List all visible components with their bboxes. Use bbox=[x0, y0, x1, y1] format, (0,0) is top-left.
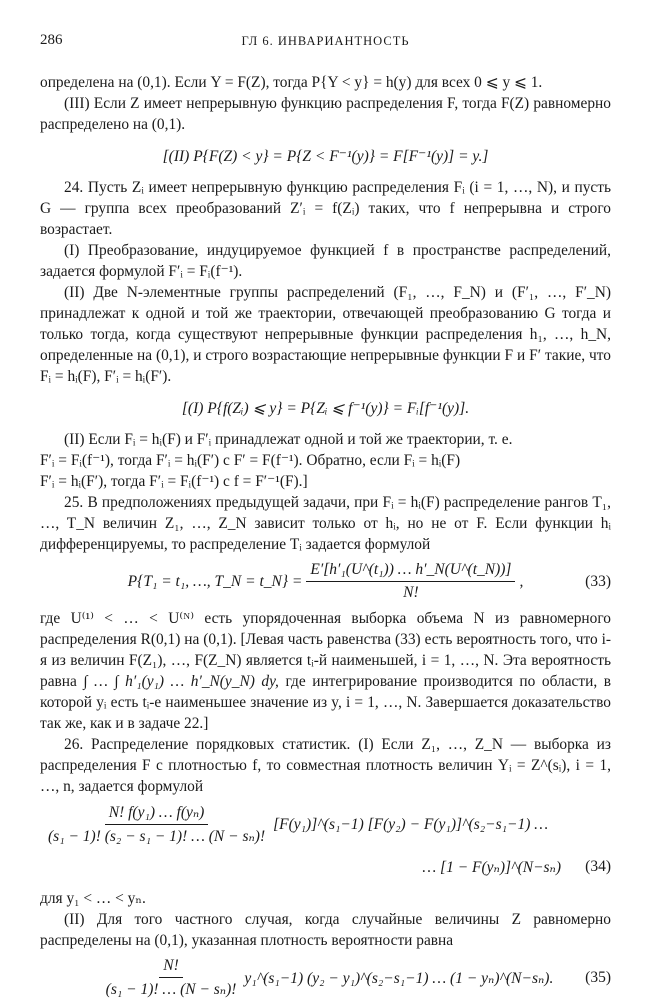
formula-lhs: P{T₁ = t₁, …, T_N = t_N} = bbox=[127, 572, 303, 590]
formula-tail: y₁^(s₁−1) (y₂ − y₁)^(s₂−s₁−1) … (1 − yₙ)^(N−sₙ). bbox=[244, 969, 554, 987]
paragraph: (II) Если Fᵢ = hᵢ(F) и F′ᵢ принадлежат одной и той же траектории, т. е. bbox=[64, 431, 513, 448]
fraction-denominator: (s₁ − 1)! … (N − sₙ)! bbox=[105, 981, 237, 998]
equation-number: (34) bbox=[585, 858, 611, 875]
paragraph-text: где интегрирование производится по области, в которой yᵢ есть tᵢ-е наименьшее значение из y, i = 1, …, N. Завершается доказательство так же, как и в задаче 22.] bbox=[40, 673, 611, 732]
running-head: ГЛ 6. ИНВАРИАНТНОСТЬ bbox=[241, 34, 410, 48]
fraction-denominator: N! bbox=[403, 584, 419, 601]
paragraph: F′ᵢ = Fᵢ(f⁻¹), тогда F′ᵢ = hᵢ(F′) с F′ = F(f⁻¹). Обратно, если Fᵢ = hᵢ(F) bbox=[40, 452, 461, 469]
paragraph: для y₁ < … < yₙ. bbox=[40, 890, 146, 907]
fraction bbox=[102, 957, 241, 999]
formula: [(I) P{f(Zᵢ) ⩽ y} = P{Zᵢ ⩽ f⁻¹(y)} = Fᵢ[f⁻¹(y)]. bbox=[181, 399, 470, 417]
formula-34 bbox=[40, 803, 611, 846]
formula-tail: … [1 − F(yₙ)]^(N−sₙ) bbox=[422, 858, 561, 876]
fraction bbox=[306, 561, 515, 602]
paragraph: (II) Для того частного случая, когда случайные величины Z равномерно распределены на (0,1), указанная плотность вероятности равна bbox=[40, 911, 611, 949]
formula: [(II) P{F(Z) < y} = P{Z < F⁻¹(y)} = F[F⁻¹(y)] = y.] bbox=[162, 147, 489, 165]
paragraph: 24. Пусть Zᵢ имеет непрерывную функцию распределения Fᵢ (i = 1, …, N), и пусть G — группа всех преобразований Z′ᵢ = f(Zᵢ) таких, что f непрерывна и строго возрастает. bbox=[40, 179, 611, 238]
formula-34-line2 bbox=[40, 852, 611, 882]
paragraph: 26. Распределение порядковых статистик. (I) Если Z₁, …, Z_N — выборка из распределения F с плотностью f, то совместная плотность величин Yᵢ = Z^(sᵢ), i = 1, …, n, задается формулой bbox=[40, 736, 611, 795]
paragraph: (II) Две N-элементные группы распределений (F₁, …, F_N) и (F′₁, …, F′_N) принадлежат к одной и той же траектории, отвечающей преобразованию G тогда и только тогда, когда существуют непрерывные функции распределения h₁, …, h_N, определенные на (0,1), и строго возрастающие непрерывные функции F и F′ такие, что Fᵢ = hᵢ(F), F′ᵢ = hᵢ(F′). bbox=[40, 284, 611, 385]
fraction-numerator: N! f(y₁) … f(yₙ) bbox=[105, 803, 209, 825]
fraction-denominator: (s₁ − 1)! (s₂ − s₁ − 1)! … (N − sₙ)! bbox=[48, 828, 266, 845]
equation-number: (33) bbox=[585, 572, 611, 590]
paragraph: (III) Если Z имеет непрерывную функцию распределения F, тогда F(Z) равномерно распределено на (0,1). bbox=[40, 95, 611, 133]
fraction bbox=[44, 803, 269, 846]
paragraph bbox=[40, 608, 611, 734]
paragraph-text: где U⁽¹⁾ < … < U⁽ᴺ⁾ есть упорядоченная выборка объема N из равномерного распределения R(0,1) на (0,1). [Левая часть равенства (33) есть вероятность того, что i-я из величин F(Z₁), …, F(Z_N) является tᵢ-й наименьшей, i = 1, …, N. Эта вероятность равна bbox=[40, 610, 611, 690]
equation-number: (35) bbox=[585, 969, 611, 986]
page-number: 286 bbox=[40, 32, 63, 48]
paragraph: определена на (0,1). Если Y = F(Z), тогда P{Y < y} = h(y) для всех 0 ⩽ y ⩽ 1. bbox=[40, 74, 543, 91]
formula-33 bbox=[40, 561, 611, 602]
paragraph: 25. В предположениях предыдущей задачи, при Fᵢ = hᵢ(F) распределение рангов T₁, …, T_N величин Z₁, …, Z_N зависит только от hᵢ, но не от F. Если функции hᵢ дифференцируемы, то распределение Tᵢ задается формулой bbox=[40, 494, 611, 553]
paragraph: (I) Преобразование, индуцируемое функцией f в пространстве распределений, задается формулой F′ᵢ = Fᵢ(f⁻¹). bbox=[40, 242, 611, 280]
formula-tail: [F(y₁)]^(s₁−1) [F(y₂) − F(y₁)]^(s₂−s₁−1) … bbox=[273, 815, 549, 833]
fraction-numerator: N! bbox=[159, 957, 183, 978]
formula-35 bbox=[40, 957, 611, 999]
fraction-numerator: E′[h′₁(U^(t₁)) … h′_N(U^(t_N))] bbox=[306, 561, 515, 582]
integral-expression: ∫ … ∫ h′₁(y₁) … h′_N(y_N) dy, bbox=[83, 673, 279, 690]
formula-tail: , bbox=[519, 572, 524, 590]
paragraph: F′ᵢ = hᵢ(F′), тогда F′ᵢ = Fᵢ(f⁻¹) с f = F′⁻¹(F).] bbox=[40, 473, 308, 490]
page-header bbox=[40, 32, 611, 54]
page bbox=[40, 32, 611, 1005]
